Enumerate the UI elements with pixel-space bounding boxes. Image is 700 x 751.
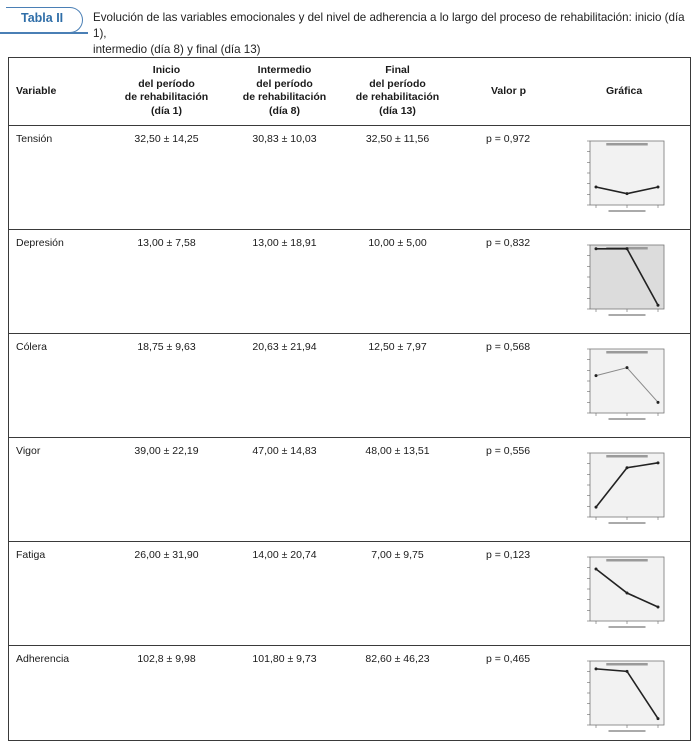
row-chart: [578, 545, 674, 631]
data-point: [595, 374, 598, 377]
cell-final: 48,00 ± 13,51: [365, 445, 430, 457]
mini-line-chart: [578, 233, 674, 319]
header-inicio-l4: (día 1): [151, 104, 182, 117]
header-intermedio: [222, 64, 347, 118]
table-header: [9, 58, 690, 126]
data-point: [626, 670, 629, 673]
cell-valor-p: p = 0,123: [486, 549, 531, 561]
cell-intermedio: 47,00 ± 14,83: [252, 445, 317, 457]
header-final-l4: (día 13): [379, 104, 416, 117]
cell-intermedio: 20,63 ± 21,94: [252, 341, 317, 353]
header-intermedio-l2: del período: [256, 77, 313, 90]
data-point: [657, 186, 660, 189]
header-valor-p: Valor p: [491, 85, 527, 97]
chart-title-mark: [606, 663, 647, 666]
mini-line-chart: [578, 545, 674, 631]
header-final-l3: de rehabilitación: [355, 91, 440, 103]
data-point: [657, 717, 660, 720]
x-label-mark: [609, 626, 646, 628]
cell-inicio: 102,8 ± 9,98: [137, 653, 196, 665]
chart-title-mark: [606, 455, 647, 458]
cell-intermedio: 14,00 ± 20,74: [252, 549, 317, 561]
table-title-line1: Evolución de las variables emocionales y del nivel de adherencia a lo largo del proceso de rehabilitación: inicio (día 1),: [93, 11, 685, 40]
cell-variable: Fatiga: [16, 549, 46, 561]
table-row: [9, 333, 690, 438]
cell-inicio: 18,75 ± 9,63: [137, 341, 196, 353]
header-inicio-l3: de rehabilitación: [124, 91, 209, 103]
data-point: [626, 366, 629, 369]
cell-valor-p: p = 0,568: [486, 341, 531, 353]
x-label-mark: [609, 210, 646, 212]
cell-inicio: 13,00 ± 7,58: [137, 237, 196, 249]
row-chart: [578, 129, 674, 215]
cell-inicio: 32,50 ± 14,25: [134, 133, 199, 145]
header-variable: Variable: [16, 85, 57, 97]
table-title-line2: intermedio (día 8) y final (día 13): [93, 43, 261, 56]
x-label-mark: [609, 730, 646, 732]
x-label-mark: [609, 522, 646, 524]
cell-valor-p: p = 0,465: [486, 653, 531, 665]
header-final: [335, 64, 460, 118]
table-row: [9, 645, 690, 747]
data-point: [626, 466, 629, 469]
data-point: [657, 401, 660, 404]
row-chart: [578, 233, 674, 319]
header-inicio-l1: Inicio: [152, 64, 181, 76]
header-intermedio-l4: (día 8): [269, 104, 300, 117]
data-point: [626, 192, 629, 195]
data-point: [595, 568, 598, 571]
chart-title-mark: [606, 143, 647, 146]
table-tag-label: Tabla II: [21, 11, 64, 25]
data-point: [657, 304, 660, 307]
plot-area: [590, 349, 664, 413]
data-point: [626, 592, 629, 595]
cell-final: 12,50 ± 7,97: [368, 341, 427, 353]
header-intermedio-l1: Intermedio: [257, 64, 312, 76]
table-row: [9, 541, 690, 646]
mini-line-chart: [578, 649, 674, 735]
chart-title-mark: [606, 559, 647, 562]
cell-intermedio: 13,00 ± 18,91: [252, 237, 317, 249]
cell-final: 7,00 ± 9,75: [371, 549, 424, 561]
header-inicio: [104, 64, 229, 118]
data-point: [595, 506, 598, 509]
row-chart: [578, 337, 674, 423]
plot-area: [590, 245, 664, 309]
data-point: [657, 461, 660, 464]
plot-area: [590, 141, 664, 205]
table-title: [93, 10, 693, 58]
chart-title-mark: [606, 351, 647, 354]
cell-valor-p: p = 0,832: [486, 237, 531, 249]
plot-area: [590, 557, 664, 621]
cell-valor-p: p = 0,556: [486, 445, 531, 457]
cell-variable: Depresión: [16, 237, 64, 249]
tag-underline: [0, 32, 88, 34]
data-table: [8, 57, 691, 741]
table-row: [9, 437, 690, 542]
x-label-mark: [609, 418, 646, 420]
mini-line-chart: [578, 441, 674, 527]
mini-line-chart: [578, 337, 674, 423]
data-point: [626, 247, 629, 250]
cell-inicio: 39,00 ± 22,19: [134, 445, 199, 457]
cell-variable: Vigor: [16, 445, 41, 457]
cell-final: 10,00 ± 5,00: [368, 237, 427, 249]
data-point: [595, 186, 598, 189]
mini-line-chart: [578, 129, 674, 215]
table-row: [9, 125, 690, 230]
cell-final: 32,50 ± 11,56: [365, 133, 430, 145]
cell-inicio: 26,00 ± 31,90: [134, 549, 199, 561]
data-point: [657, 606, 660, 609]
cell-final: 82,60 ± 46,23: [365, 653, 430, 665]
row-chart: [578, 441, 674, 527]
cell-intermedio: 30,83 ± 10,03: [252, 133, 317, 145]
table-caption: [0, 0, 700, 56]
header-inicio-l2: del período: [138, 77, 195, 90]
header-intermedio-l3: de rehabilitación: [242, 91, 327, 103]
cell-variable: Cólera: [16, 341, 47, 353]
cell-intermedio: 101,80 ± 9,73: [252, 653, 317, 665]
data-point: [595, 247, 598, 250]
table-tag: [6, 7, 83, 33]
row-chart: [578, 649, 674, 735]
header-grafica: Gráfica: [606, 85, 643, 97]
data-point: [595, 667, 598, 670]
x-label-mark: [609, 314, 646, 316]
cell-variable: Adherencia: [16, 653, 70, 665]
cell-valor-p: p = 0,972: [486, 133, 531, 145]
table-row: [9, 229, 690, 334]
header-final-l2: del período: [369, 77, 426, 90]
header-final-l1: Final: [385, 64, 410, 76]
cell-variable: Tensión: [16, 133, 53, 145]
plot-area: [590, 453, 664, 517]
